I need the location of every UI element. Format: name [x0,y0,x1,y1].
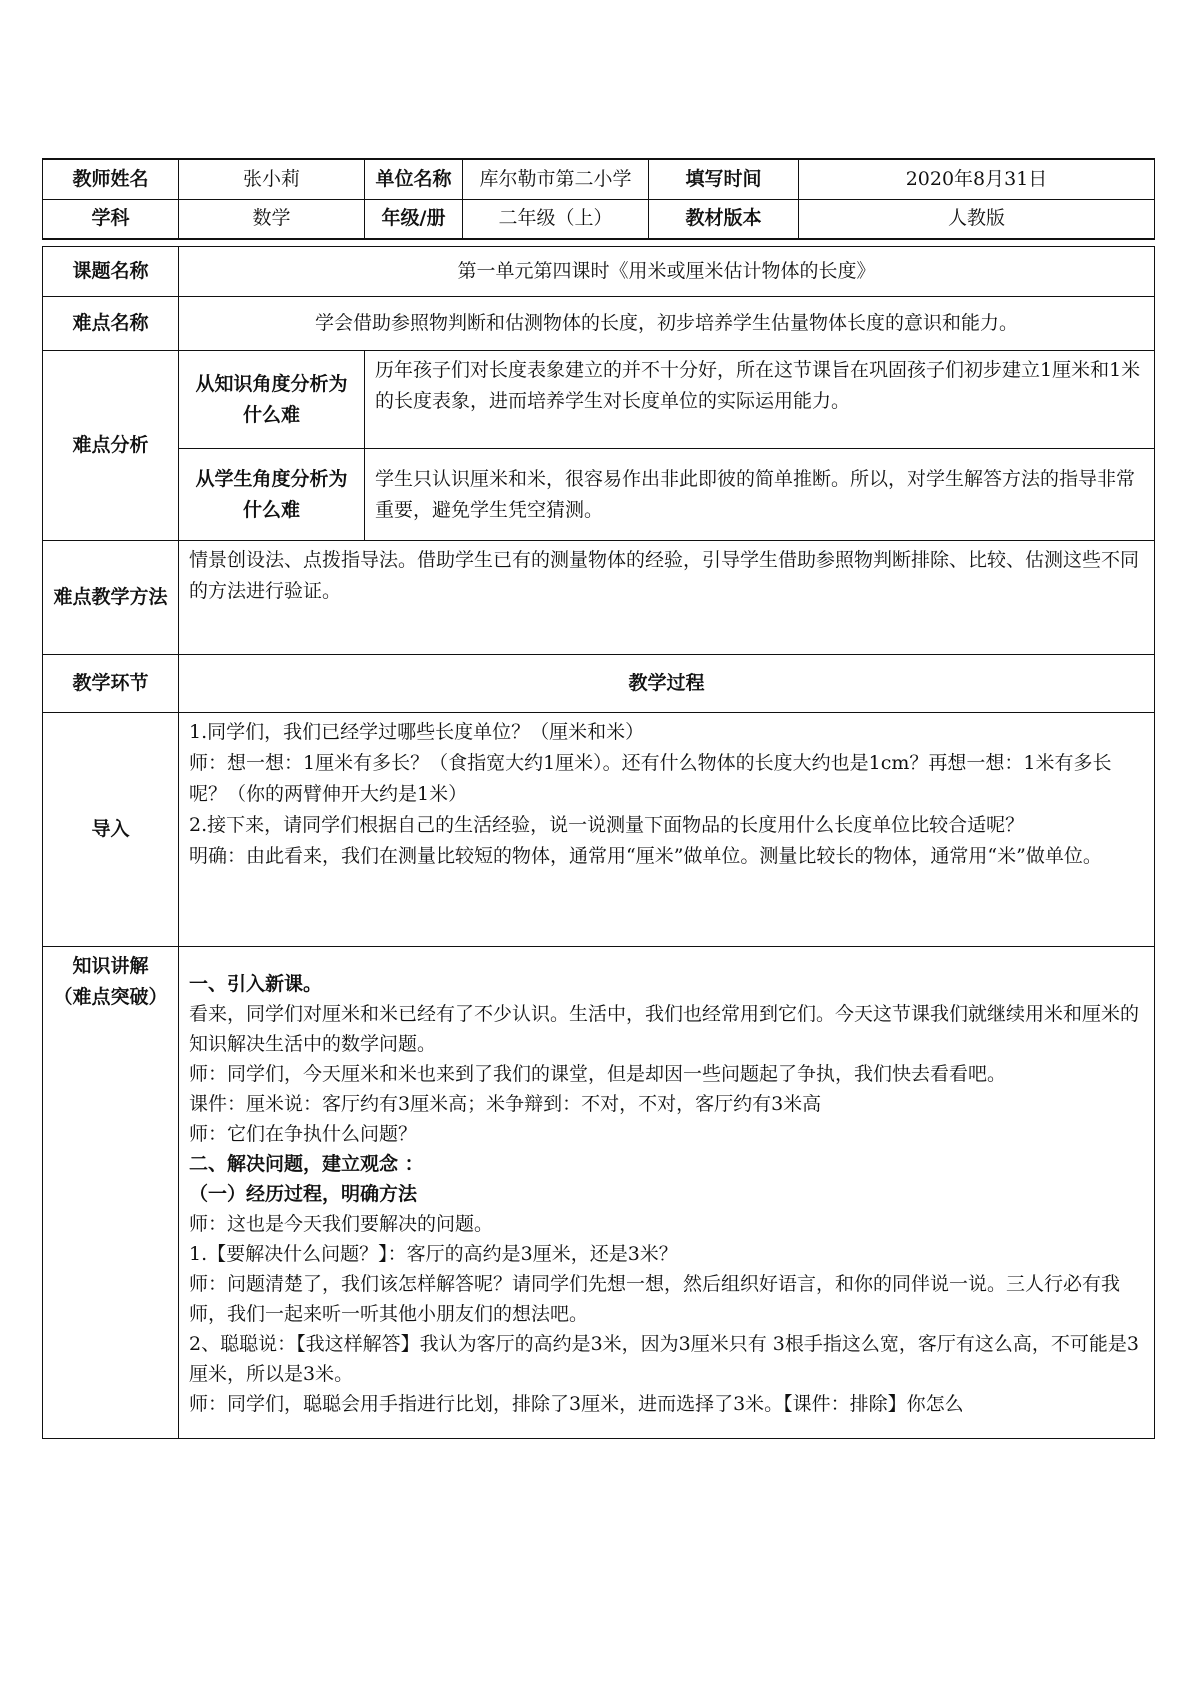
lesson-plan-table [42,158,1155,1439]
knowledge-p2: 师：同学们，今天厘米和米也来到了我们的课堂，但是却因一些问题起了争执，我们快去看看吧。 [189,1063,1007,1085]
knowledge-p1: 看来，同学们对厘米和米已经有了不少认识。生活中，我们也经常用到它们。今天这节课我们就继续用米和厘米的知识解决生活中的数学问题。 [189,1003,1140,1055]
intro-label: 导入 [43,713,179,947]
knowledge-label-line-1: 知识讲解 [72,955,149,977]
header-row-1 [43,159,1155,199]
knowledge-p3: 课件：厘米说：客厅约有3厘米高；米争辩到：不对，不对，客厅约有3米高 [189,1093,822,1115]
intro-line-3: 2.接下来，请同学们根据自己的生活经验，说一说测量下面物品的长度用什么长度单位比较合适呢？ [189,814,1025,836]
knowledge-p5: 师：这也是今天我们要解决的问题。 [189,1213,494,1235]
topic-label: 课题名称 [43,247,179,297]
difficulty-row [43,297,1155,351]
edition-value: 人教版 [799,199,1155,239]
knowledge-content [179,947,1155,1439]
subject-label: 学科 [43,199,179,239]
intro-row [43,713,1155,947]
knowledge-p8: 2、聪聪说：【我这样解答】我认为客厅的高约是3米，因为3厘米只有 3根手指这么宽，客厅有这么高，不可能是3厘米，所以是3米。 [189,1333,1139,1385]
date-label: 填写时间 [649,159,799,199]
process-header-row [43,655,1155,713]
analysis-label: 难点分析 [43,351,179,541]
topic-value: 第一单元第四课时《用米或厘米估计物体的长度》 [179,247,1155,297]
intro-line-4: 明确：由此看来，我们在测量比较短的物体，通常用“厘米”做单位。测量比较长的物体，通常用“米”做单位。 [189,845,1102,867]
difficulty-value: 学会借助参照物判断和估测物体的长度，初步培养学生估量物体长度的意识和能力。 [179,297,1155,351]
method-row [43,541,1155,655]
analysis-knowledge-row [43,351,1155,449]
intro-line-2: 师：想一想：1厘米有多长？（食指宽大约1厘米）。还有什么物体的长度大约也是1cm？再想一想：1米有多长呢？（你的两臂伸开大约是1米） [189,752,1112,805]
knowledge-p6: 1.【要解决什么问题？】：客厅的高约是3厘米，还是3米？ [189,1243,678,1265]
grade-value: 二年级（上） [463,199,649,239]
knowledge-row [43,947,1155,1439]
topic-row [43,247,1155,297]
gap-row [43,239,1155,247]
method-value: 情景创设法、点拨指导法。借助学生已有的测量物体的经验，引导学生借助参照物判断排除、比较、估测这些不同的方法进行验证。 [179,541,1155,655]
date-value: 2020年8月31日 [799,159,1155,199]
header-row-2 [43,199,1155,239]
knowledge-p9: 师：同学们，聪聪会用手指进行比划，排除了3厘米，进而选择了3米。【课件：排除】你怎么 [189,1393,964,1415]
heading-solve-problem: 二、解决问题，建立观念 ： [189,1153,424,1175]
intro-line-1: 1.同学们，我们已经学过哪些长度单位？（厘米和米） [189,721,645,743]
subject-value: 数学 [179,199,365,239]
student-angle-value: 学生只认识厘米和米，很容易作出非此即彼的简单推断。所以，对学生解答方法的指导非常重要，避免学生凭空猜测。 [365,449,1155,541]
intro-content [179,713,1155,947]
knowledge-p4: 师：它们在争执什么问题？ [189,1123,418,1145]
unit-label: 单位名称 [365,159,463,199]
unit-value: 库尔勒市第二小学 [463,159,649,199]
student-angle-label: 从学生角度分析为什么难 [179,449,365,541]
grade-label: 年级/册 [365,199,463,239]
teacher-label: 教师姓名 [43,159,179,199]
teacher-value: 张小莉 [179,159,365,199]
knowledge-angle-label: 从知识角度分析为什么难 [179,351,365,449]
knowledge-label [43,947,179,1439]
heading-experience-process: （一）经历过程，明确方法 [189,1183,418,1205]
edition-label: 教材版本 [649,199,799,239]
method-label: 难点教学方法 [43,541,179,655]
heading-intro-new-lesson: 一、引入新课。 [189,973,323,995]
process-label: 教学过程 [179,655,1155,713]
knowledge-angle-value: 历年孩子们对长度表象建立的并不十分好，所在这节课旨在巩固孩子们初步建立1厘米和1米的长度表象，进而培养学生对长度单位的实际运用能力。 [365,351,1155,449]
knowledge-label-line-2: （难点突破） [53,986,168,1008]
difficulty-label: 难点名称 [43,297,179,351]
knowledge-p7: 师：问题清楚了，我们该怎样解答呢？请同学们先想一想，然后组织好语言，和你的同伴说一说。三人行必有我师，我们一起来听一听其他小朋友们的想法吧。 [189,1273,1121,1325]
analysis-student-row [43,449,1155,541]
stage-label: 教学环节 [43,655,179,713]
